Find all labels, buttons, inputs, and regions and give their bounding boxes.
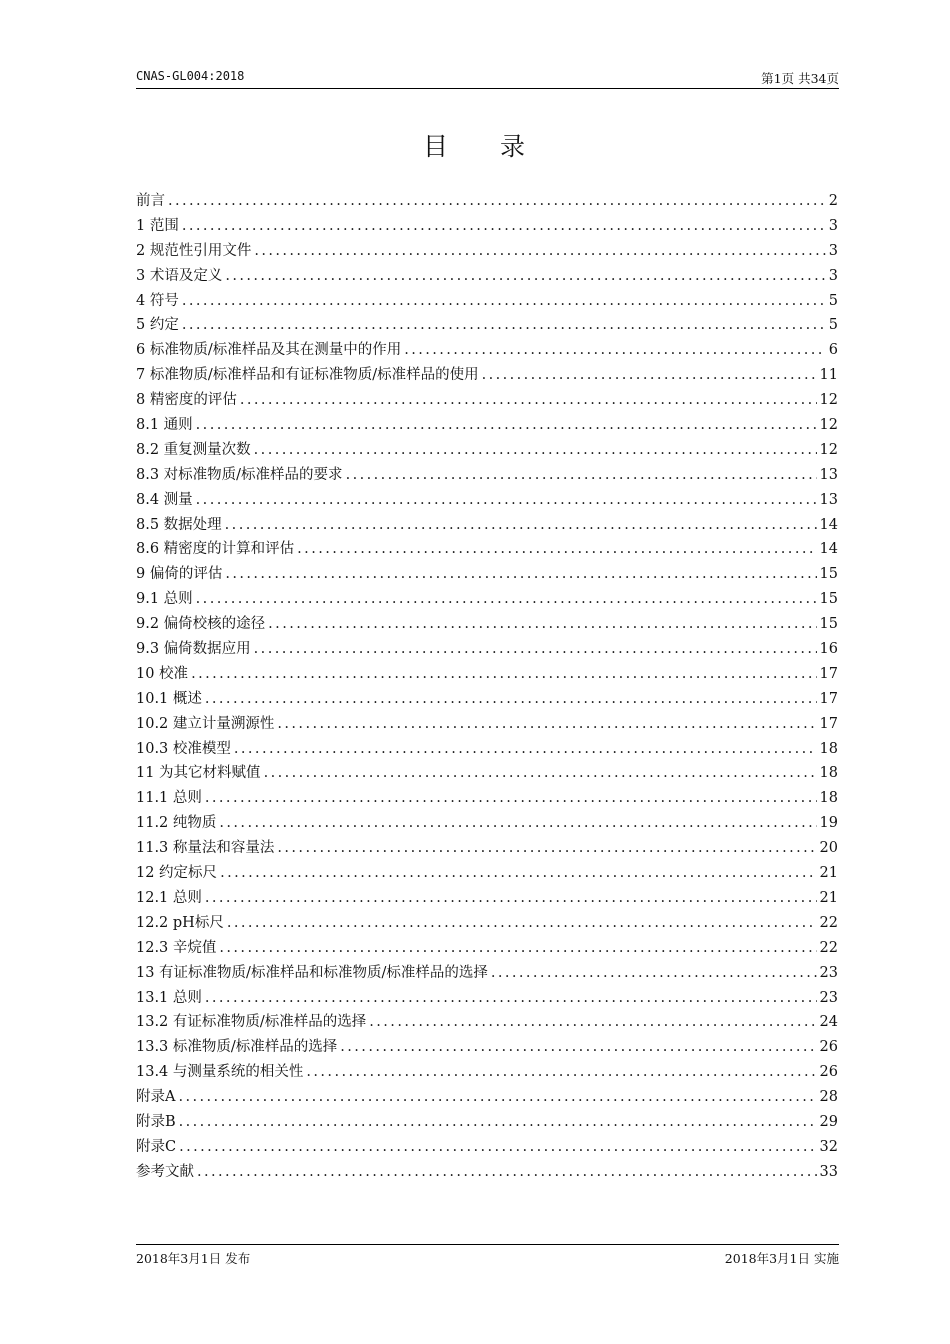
toc-entry-page: 17 <box>819 690 838 707</box>
toc-leader-dots <box>340 1035 816 1060</box>
toc-entry[interactable] <box>136 961 838 986</box>
toc-entry[interactable] <box>136 463 838 488</box>
toc-entry[interactable] <box>136 587 838 612</box>
toc-leader-dots <box>254 438 817 463</box>
toc-entry-page: 5 <box>828 292 838 309</box>
toc-entry-page: 15 <box>819 566 838 583</box>
toc-entry[interactable] <box>136 1035 838 1060</box>
toc-leader-dots <box>196 587 817 612</box>
toc-entry-page: 18 <box>819 790 838 807</box>
toc-entry-page: 24 <box>819 1014 838 1031</box>
toc-entry-title: 参考文献 <box>136 1163 194 1180</box>
toc-entry-title: 8.3 对标准物质/标准样品的要求 <box>136 466 343 483</box>
toc-leader-dots <box>197 1160 817 1185</box>
toc-entry[interactable] <box>136 488 838 513</box>
toc-entry-title: 11.3 称量法和容量法 <box>136 840 275 857</box>
toc-entry-title: 11.1 总则 <box>136 790 202 807</box>
toc-entry-page: 15 <box>819 591 838 608</box>
toc-entry-title: 附录C <box>136 1138 177 1155</box>
toc-leader-dots <box>240 388 817 413</box>
toc-leader-dots <box>205 986 817 1011</box>
toc-entry-page: 17 <box>819 665 838 682</box>
toc-entry[interactable] <box>136 313 838 338</box>
toc-entry-title: 9.1 总则 <box>136 591 193 608</box>
toc-leader-dots <box>191 662 816 687</box>
toc-entry-page: 16 <box>819 641 838 658</box>
toc-entry[interactable] <box>136 1110 838 1135</box>
toc-entry-page: 29 <box>819 1113 838 1130</box>
toc-leader-dots <box>182 313 826 338</box>
toc-leader-dots <box>196 488 817 513</box>
toc-entry-page: 12 <box>819 392 838 409</box>
toc-entry-title: 9.3 偏倚数据应用 <box>136 641 251 658</box>
toc-entry-title: 7 标准物质/标准样品和有证标准物质/标准样品的使用 <box>136 367 479 384</box>
toc-entry-title: 13.1 总则 <box>136 989 202 1006</box>
toc-entry[interactable] <box>136 1085 838 1110</box>
toc-entry-page: 3 <box>828 217 838 234</box>
toc-entry[interactable] <box>136 189 838 214</box>
toc-leader-dots <box>227 911 817 936</box>
toc-entry-title: 附录B <box>136 1113 176 1130</box>
toc-leader-dots <box>277 712 816 737</box>
toc-leader-dots <box>196 413 817 438</box>
toc-entry[interactable] <box>136 836 838 861</box>
toc-entry-title: 12.2 pH标尺 <box>136 914 224 931</box>
toc-leader-dots <box>182 214 826 239</box>
toc-leader-dots <box>346 463 817 488</box>
toc-entry-page: 26 <box>819 1039 838 1056</box>
effective-date: 2018年3月1日 实施 <box>724 1251 839 1266</box>
toc-entry-page: 5 <box>828 317 838 334</box>
toc-entry[interactable] <box>136 363 838 388</box>
toc-entry-title: 10.3 校准模型 <box>136 740 231 757</box>
toc-entry-page: 3 <box>828 267 838 284</box>
toc-entry-page: 19 <box>819 815 838 832</box>
toc-entry-page: 21 <box>819 865 838 882</box>
toc-entry-page: 12 <box>819 417 838 434</box>
toc-entry-title: 4 符号 <box>136 292 179 309</box>
toc-entry[interactable] <box>136 687 838 712</box>
toc-entry-page: 18 <box>819 740 838 757</box>
toc-leader-dots <box>205 886 817 911</box>
toc-entry[interactable] <box>136 861 838 886</box>
toc-entry-page: 15 <box>819 616 838 633</box>
toc-leader-dots <box>225 513 817 538</box>
toc-leader-dots <box>179 1110 817 1135</box>
toc-leader-dots <box>220 861 816 886</box>
toc-entry[interactable] <box>136 886 838 911</box>
toc-entry[interactable] <box>136 1060 838 1085</box>
toc-entry[interactable] <box>136 786 838 811</box>
toc-entry-page: 26 <box>819 1064 838 1081</box>
toc-entry[interactable] <box>136 911 838 936</box>
toc-entry-page: 14 <box>819 541 838 558</box>
toc-entry[interactable] <box>136 1010 838 1035</box>
toc-leader-dots <box>306 1060 816 1085</box>
toc-entry-title: 2 规范性引用文件 <box>136 242 252 259</box>
toc-entry[interactable] <box>136 637 838 662</box>
toc-entry-page: 28 <box>819 1089 838 1106</box>
toc-entry[interactable] <box>136 214 838 239</box>
toc-entry-page: 13 <box>819 491 838 508</box>
toc-entry-title: 11 为其它材料赋值 <box>136 765 261 782</box>
toc-entry[interactable] <box>136 1160 838 1185</box>
toc-entry-title: 13 有证标准物质/标准样品和标准物质/标准样品的选择 <box>136 964 488 981</box>
toc-entry-page: 13 <box>819 466 838 483</box>
toc-entry-title: 附录A <box>136 1089 176 1106</box>
toc-entry[interactable] <box>136 936 838 961</box>
page-header <box>136 68 839 89</box>
toc-entry[interactable] <box>136 986 838 1011</box>
toc-entry[interactable] <box>136 1135 838 1160</box>
toc-entry[interactable] <box>136 712 838 737</box>
toc-entry[interactable] <box>136 662 838 687</box>
toc-leader-dots <box>179 1135 816 1160</box>
toc-entry-page: 11 <box>819 367 838 384</box>
toc-entry-page: 2 <box>828 193 838 209</box>
toc-leader-dots <box>205 687 817 712</box>
toc-entry-title: 8.6 精密度的计算和评估 <box>136 541 295 558</box>
page-footer <box>136 1244 839 1267</box>
toc-entry[interactable] <box>136 338 838 363</box>
toc-entry[interactable] <box>136 737 838 762</box>
toc-entry-page: 14 <box>819 516 838 533</box>
toc-entry-page: 3 <box>828 242 838 259</box>
toc-leader-dots <box>168 189 826 214</box>
toc-entry-page: 18 <box>819 765 838 782</box>
toc-entry-title: 9.2 偏倚校核的途径 <box>136 616 266 633</box>
toc-entry-title: 5 约定 <box>136 317 179 334</box>
toc-entry[interactable] <box>136 289 838 314</box>
document-id: CNAS-GL004:2018 <box>136 69 245 83</box>
toc-entry-title: 13.4 与测量系统的相关性 <box>136 1064 304 1081</box>
toc-entry[interactable] <box>136 388 838 413</box>
toc-entry-title: 12.3 辛烷值 <box>136 939 217 956</box>
issue-date: 2018年3月1日 发布 <box>136 1251 251 1266</box>
toc-entry-page: 21 <box>819 889 838 906</box>
toc-entry-page: 6 <box>828 342 838 359</box>
toc-entry-title: 13.3 标准物质/标准样品的选择 <box>136 1039 338 1056</box>
toc-leader-dots <box>219 936 816 961</box>
toc-entry-title: 13.2 有证标准物质/标准样品的选择 <box>136 1014 367 1031</box>
toc-entry[interactable] <box>136 513 838 538</box>
toc-entry[interactable] <box>136 612 838 637</box>
toc-entry-title: 3 术语及定义 <box>136 267 223 284</box>
toc-entry-title: 6 标准物质/标准样品及其在测量中的作用 <box>136 342 402 359</box>
toc-leader-dots <box>369 1010 816 1035</box>
toc-entry-title: 10.2 建立计量溯源性 <box>136 715 275 732</box>
toc-leader-dots <box>297 537 816 562</box>
toc-entry-title: 8.1 通则 <box>136 417 193 434</box>
toc-entry-page: 23 <box>819 989 838 1006</box>
toc-leader-dots <box>178 1085 816 1110</box>
toc-leader-dots <box>225 264 825 289</box>
toc-leader-dots <box>482 363 817 388</box>
toc-leader-dots <box>277 836 816 861</box>
toc-entry-title: 8.4 测量 <box>136 491 193 508</box>
page-title: 目 录 <box>423 132 547 161</box>
toc-leader-dots <box>205 786 817 811</box>
toc-leader-dots <box>404 338 826 363</box>
toc-entry-page: 23 <box>819 964 838 981</box>
toc-entry[interactable] <box>136 537 838 562</box>
toc-entry[interactable] <box>136 811 838 836</box>
toc-entry-title: 10 校准 <box>136 665 189 682</box>
toc-leader-dots <box>491 961 817 986</box>
toc-leader-dots <box>225 562 816 587</box>
toc-entry-page: 32 <box>819 1138 838 1155</box>
toc-entry-title: 12.1 总则 <box>136 889 202 906</box>
toc-leader-dots <box>254 239 825 264</box>
toc-entry[interactable] <box>136 413 838 438</box>
toc-entry[interactable] <box>136 562 838 587</box>
toc-leader-dots <box>254 637 817 662</box>
toc-leader-dots <box>182 289 826 314</box>
toc-leader-dots <box>219 811 816 836</box>
toc-entry-page: 22 <box>819 914 838 931</box>
toc-entry-title: 12 约定标尺 <box>136 865 218 882</box>
table-of-contents <box>136 189 838 1185</box>
toc-entry-title: 前言 <box>136 193 165 209</box>
toc-entry-page: 33 <box>819 1163 838 1180</box>
toc-entry-title: 8.5 数据处理 <box>136 516 222 533</box>
toc-entry-page: 22 <box>819 939 838 956</box>
toc-entry-title: 8.2 重复测量次数 <box>136 441 251 458</box>
toc-entry[interactable] <box>136 761 838 786</box>
toc-entry-title: 9 偏倚的评估 <box>136 566 223 583</box>
toc-leader-dots <box>268 612 816 637</box>
toc-entry-page: 17 <box>819 715 838 732</box>
toc-entry-title: 10.1 概述 <box>136 690 202 707</box>
toc-entry-page: 12 <box>819 441 838 458</box>
toc-entry[interactable] <box>136 239 838 264</box>
toc-entry[interactable] <box>136 264 838 289</box>
toc-entry-title: 8 精密度的评估 <box>136 392 237 409</box>
toc-entry[interactable] <box>136 438 838 463</box>
toc-leader-dots <box>234 737 817 762</box>
page-number: 第1页 共34页 <box>761 71 839 86</box>
toc-entry-page: 20 <box>819 840 838 857</box>
toc-leader-dots <box>264 761 817 786</box>
toc-entry-title: 1 范围 <box>136 217 179 234</box>
toc-entry-title: 11.2 纯物质 <box>136 815 217 832</box>
